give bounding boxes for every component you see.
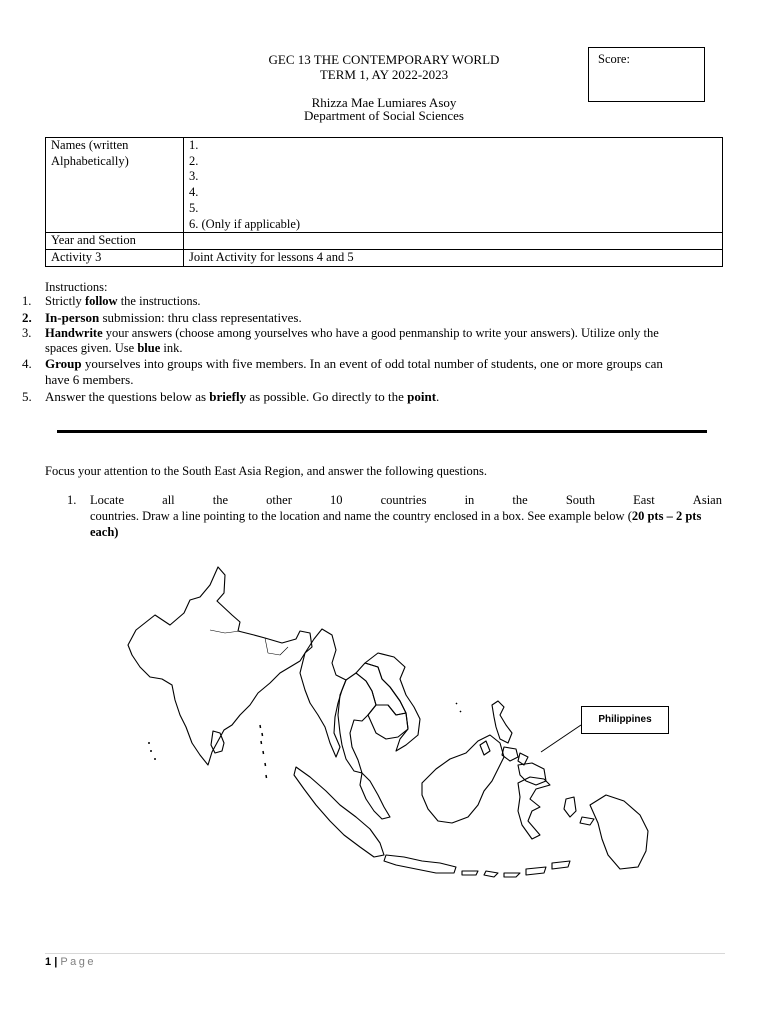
- mindanao-outline: [518, 763, 546, 785]
- india-outline: [128, 567, 312, 765]
- java-outline: [384, 855, 456, 873]
- instruction-emphasis: blue: [137, 341, 161, 355]
- instructions-heading: Instructions:: [45, 280, 108, 294]
- page-word: Page: [60, 956, 97, 968]
- activity-row: [46, 249, 723, 266]
- name-slot-6[interactable]: 6. (Only if applicable): [189, 216, 301, 231]
- course-title: GEC 13 THE CONTEMPORARY WORLD: [268, 52, 500, 67]
- malaysia-peninsula-outline: [360, 773, 390, 819]
- question-word: the: [212, 493, 229, 507]
- luzon-outline: [492, 701, 512, 743]
- instruction-number: 5.: [22, 389, 32, 404]
- instruction-text: the instructions.: [117, 294, 201, 308]
- cambodia-outline: [368, 705, 408, 739]
- instruction-number: 3.: [22, 326, 32, 340]
- year-section-label: Year and Section: [51, 233, 136, 248]
- question-rest: countries. Draw a line pointing to the location and name the country enclosed in a box. See example below (: [90, 509, 632, 523]
- group-info-table: [45, 137, 723, 267]
- question-word: Asian: [692, 493, 722, 507]
- name-slot-4[interactable]: 4.: [189, 185, 199, 200]
- name-slot-5[interactable]: 5.: [189, 200, 199, 215]
- name-slot-2[interactable]: 2.: [189, 153, 199, 168]
- term-line: TERM 1, AY 2022-2023: [319, 67, 449, 82]
- name-slot-1[interactable]: 1.: [189, 138, 199, 152]
- question-text: [90, 509, 730, 540]
- instruction-emphasis: Group: [45, 356, 82, 371]
- instruction-text: as possible. Go directly to the: [246, 389, 408, 404]
- sulawesi-outline: [518, 777, 550, 839]
- question-word: 10: [329, 493, 343, 507]
- instruction-number: 1.: [22, 294, 32, 308]
- instruction-number: 2.: [22, 310, 32, 325]
- philippines-label-box: [581, 706, 669, 734]
- question-word: countries: [380, 493, 427, 507]
- names-row: [46, 138, 723, 233]
- instruction-text: Strictly: [45, 294, 85, 308]
- philippines-pointer-line: [541, 725, 581, 752]
- year-section-label-cell: [46, 233, 184, 250]
- name-slot-3[interactable]: 3.: [189, 169, 199, 184]
- instruction-text: yourselves into groups with five members. In an event of odd total number of students, one or more groups can have 6 members.: [45, 356, 663, 387]
- southeast-asia-map: [100, 555, 660, 885]
- philippines-label: Philippines: [598, 714, 652, 725]
- question-word: in: [464, 493, 475, 507]
- question-word: Locate: [90, 493, 125, 507]
- instruction-number: 4.: [22, 356, 32, 371]
- instruction-emphasis: briefly: [209, 389, 247, 404]
- department-name: Department of Social Sciences: [304, 108, 464, 123]
- question-word: the: [512, 493, 528, 507]
- instruction-emphasis: follow: [84, 294, 118, 308]
- score-label: Score:: [598, 52, 630, 66]
- instruction-emphasis: point: [407, 389, 437, 404]
- question-points: 20 pts – 2 pts each): [90, 509, 702, 539]
- question-word: South: [565, 493, 596, 507]
- activity-label-cell: [46, 249, 184, 266]
- year-section-entry-cell[interactable]: [184, 233, 723, 250]
- year-section-row: [46, 233, 723, 250]
- names-label: Names (written Alphabetically): [51, 138, 129, 168]
- instruction-text: ink.: [160, 341, 183, 355]
- score-box[interactable]: [588, 47, 705, 102]
- instruction-emphasis: Handwrite: [45, 326, 103, 340]
- instruction-emphasis: In-person: [45, 310, 100, 325]
- laos-outline: [356, 663, 406, 715]
- instruction-text: Answer the questions below as: [45, 389, 210, 404]
- question-word: all: [162, 493, 175, 507]
- borneo-outline: [422, 735, 504, 823]
- question-word: other: [266, 493, 292, 507]
- activity-label: Activity 3: [51, 249, 102, 264]
- section-divider: [57, 430, 707, 433]
- instruction-text: your answers (choose among yourselves who have a good penmanship to write your answers). Utilize only the spaces given. Use: [45, 326, 659, 355]
- names-label-cell: [46, 138, 184, 233]
- page-separator: |: [54, 956, 58, 968]
- focus-text: Focus your attention to the South East Asia Region, and answer the following questions.: [45, 464, 487, 478]
- sumatra-outline: [294, 767, 384, 857]
- instruction-text: .: [436, 389, 440, 404]
- vietnam-outline: [365, 653, 420, 751]
- footer-divider: [45, 953, 725, 954]
- activity-value: Joint Activity for lessons 4 and 5: [189, 249, 354, 264]
- page-number: 1: [45, 956, 52, 968]
- activity-value-cell: [184, 249, 723, 266]
- instructor-name: Rhizza Mae Lumiares Asoy: [311, 95, 457, 110]
- myanmar-outline: [300, 629, 346, 757]
- question-first-line: [90, 493, 722, 509]
- question-word: East: [633, 493, 655, 507]
- question-number: 1.: [67, 493, 77, 507]
- visayas-outline: [502, 747, 528, 765]
- names-entry-cell[interactable]: [184, 138, 723, 233]
- new-guinea-outline: [590, 795, 648, 869]
- page-footer: [45, 956, 96, 968]
- instruction-text: submission: thru class representatives.: [99, 310, 302, 325]
